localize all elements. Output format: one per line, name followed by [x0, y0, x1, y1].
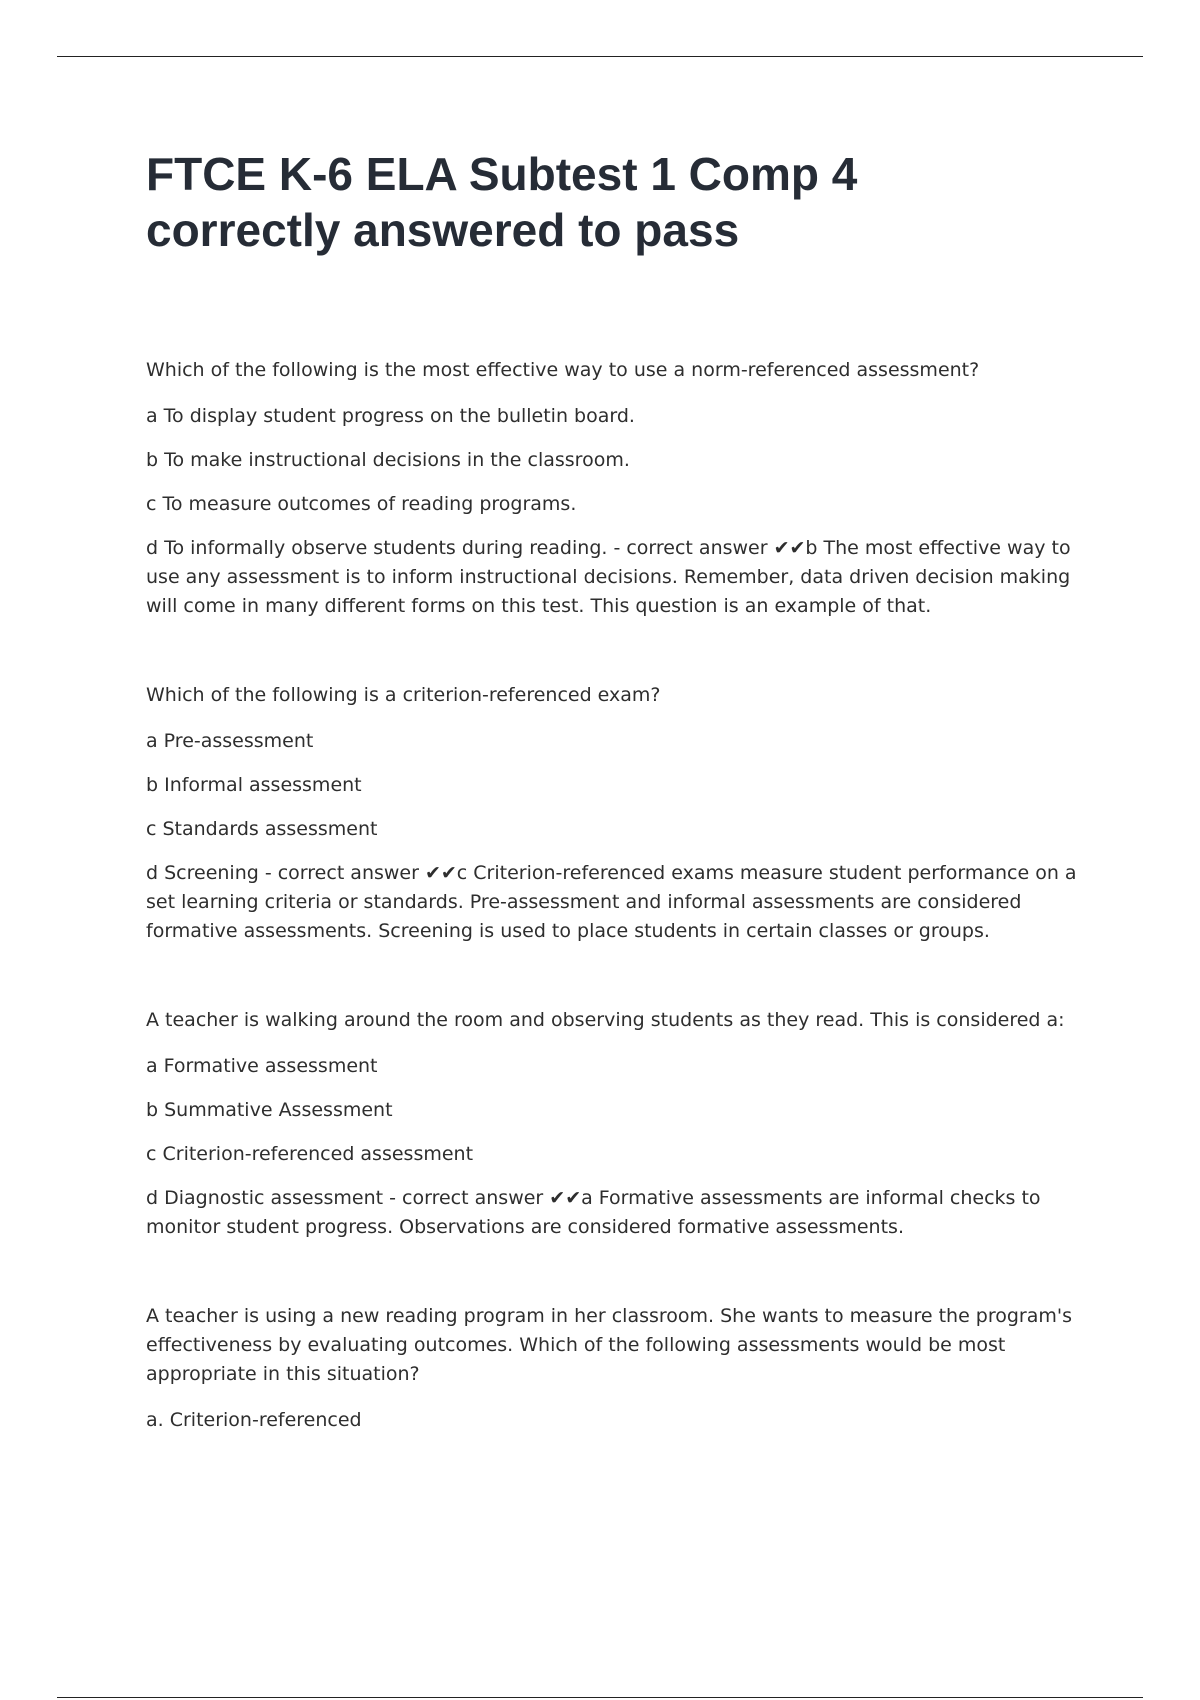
option-b: b To make instructional decisions in the classroom.: [146, 449, 630, 471]
question-text: Which of the following is a criterion-referenced exam?: [146, 684, 661, 706]
option-c: c Criterion-referenced assessment: [146, 1143, 474, 1165]
question-block-1: [146, 356, 1096, 621]
question-text: A teacher is walking around the room and observing students as they read. This is considered a:: [146, 1009, 1065, 1031]
question-block-4: [146, 1302, 1096, 1435]
question-block-2: [146, 681, 1096, 946]
option-a: a. Criterion-referenced: [146, 1409, 362, 1431]
option-c: c Standards assessment: [146, 818, 378, 840]
answer-text: d Screening - correct answer ✔✔c Criterion-referenced exams measure student performance on a set learning criteria or standards. Pre-assessment and informal assessments are considered formative assessments. Screening is used to place students in certain classes or groups.: [146, 862, 1077, 942]
question-text: A teacher is using a new reading program in her classroom. She wants to measure the program's effectiveness by evaluating outcomes. Which of the following assessments would be most appropriate in this situation?: [146, 1305, 1073, 1385]
option-a: a Pre-assessment: [146, 730, 314, 752]
title-line-1: FTCE K-6 ELA Subtest 1 Comp 4: [146, 148, 858, 200]
bottom-divider: [57, 1697, 1143, 1698]
option-a: a To display student progress on the bulletin board.: [146, 405, 635, 427]
document-title: [146, 146, 1096, 258]
option-b: b Summative Assessment: [146, 1099, 393, 1121]
answer-text: d Diagnostic assessment - correct answer ✔✔a Formative assessments are informal checks to monitor student progress. Observations are considered formative assessments.: [146, 1187, 1041, 1238]
option-a: a Formative assessment: [146, 1055, 378, 1077]
question-block-3: [146, 1006, 1096, 1242]
title-line-2: correctly answered to pass: [146, 204, 740, 256]
answer-text: d To informally observe students during reading. - correct answer ✔✔b The most effective way to use any assessment is to inform instructional decisions. Remember, data driven decision making will come in many different forms on this test. This question is an example of that.: [146, 537, 1071, 617]
question-text: Which of the following is the most effective way to use a norm-referenced assessment?: [146, 359, 980, 381]
top-divider: [57, 56, 1143, 57]
option-c: c To measure outcomes of reading programs.: [146, 493, 577, 515]
option-b: b Informal assessment: [146, 774, 362, 796]
document-body: [146, 146, 1096, 1450]
